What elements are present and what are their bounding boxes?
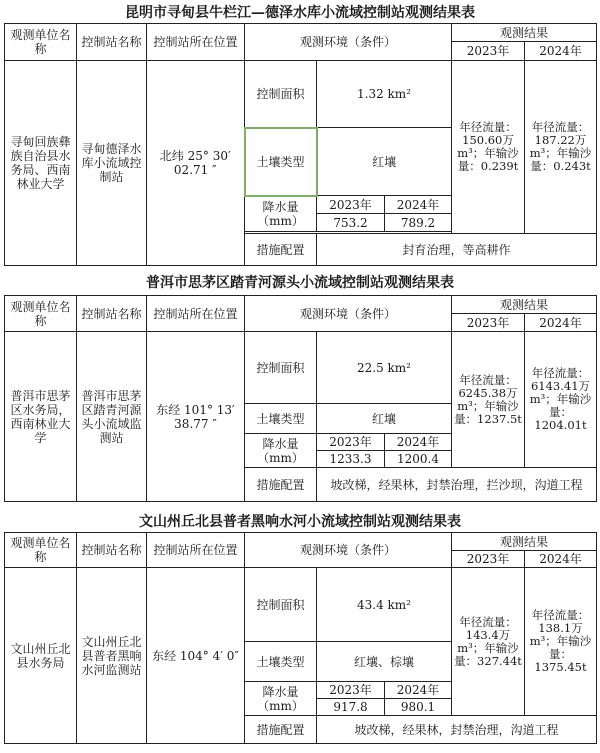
header-results: 观测结果 <box>452 533 597 551</box>
result-2024: 年径流量：187.22万m³；年输沙量：0.243t <box>525 61 597 234</box>
measures-value: 封育治理，等高耕作 <box>317 234 597 266</box>
table-1 <box>4 23 597 266</box>
station-cell: 普洱市思茅区踏青河源头小流域监测站 <box>77 332 147 502</box>
soil-label: 土壤类型 <box>245 404 317 434</box>
rain-year-2023: 2023年 <box>317 196 385 214</box>
measures-label: 措施配置 <box>245 716 317 744</box>
measures-label: 措施配置 <box>245 234 317 266</box>
rain-year-2023: 2023年 <box>317 434 385 451</box>
area-label: 控制面积 <box>245 332 317 404</box>
table-2 <box>4 295 597 502</box>
header-station: 控制站名称 <box>77 296 147 332</box>
soil-label: 土壤类型 <box>245 642 317 682</box>
unit-cell: 普洱市思茅区水务局，西南林业大学 <box>5 332 77 502</box>
header-unit: 观测单位名称 <box>5 24 77 61</box>
result-2023: 年径流量：150.60万m³；年输沙量：0.239t <box>452 61 525 234</box>
soil-label: 土壤类型 <box>245 128 317 196</box>
header-env: 观测环境（条件） <box>245 24 452 61</box>
location-cell: 东经 101° 13′ 38.77 ″ <box>147 332 245 502</box>
rain-year-2024: 2024年 <box>385 196 452 214</box>
rain-label: 降水量（mm） <box>245 682 317 716</box>
header-year-2023: 2023年 <box>452 314 525 332</box>
rain-year-2024: 2024年 <box>385 434 452 451</box>
rain-label: 降水量（mm） <box>245 434 317 468</box>
soil-value: 红壤 <box>317 128 452 196</box>
rain-value-2024: 1200.4 <box>385 451 452 468</box>
unit-cell: 文山州丘北县水务局 <box>5 568 77 744</box>
header-env: 观测环境（条件） <box>245 296 452 332</box>
area-label: 控制面积 <box>245 61 317 128</box>
header-results: 观测结果 <box>452 296 597 314</box>
rain-value-2024: 980.1 <box>385 699 452 716</box>
location-cell: 北纬 25° 30′ 02.71 ″ <box>147 61 245 266</box>
table-2-title: 普洱市思茅区踏青河源头小流域控制站观测结果表 <box>146 275 454 291</box>
measures-label: 措施配置 <box>245 468 317 502</box>
rain-value-2024: 789.2 <box>385 214 452 232</box>
rain-value-2023: 753.2 <box>317 214 385 232</box>
soil-value: 红壤、棕壤 <box>317 642 452 682</box>
measures-value: 坡改梯，经果林，封禁治理，沟道工程 <box>317 716 597 744</box>
header-year-2024: 2024年 <box>525 42 597 61</box>
header-env: 观测环境（条件） <box>245 533 452 568</box>
header-year-2024: 2024年 <box>525 551 597 568</box>
area-value: 22.5 km² <box>317 332 452 404</box>
header-year-2024: 2024年 <box>525 314 597 332</box>
header-location: 控制站所在位置 <box>147 533 245 568</box>
header-unit: 观测单位名称 <box>5 296 77 332</box>
table-1-title: 昆明市寻甸县牛栏江—德泽水库小流域控制站观测结果表 <box>125 5 475 21</box>
measures-value: 坡改梯，经果林，封禁治理，拦沙坝，沟道工程 <box>317 468 597 502</box>
rain-value-2023: 917.8 <box>317 699 385 716</box>
area-value: 1.32 km² <box>317 61 452 128</box>
rain-year-2024: 2024年 <box>385 682 452 699</box>
result-2024: 年径流量：138.1万m³；年输沙量：1375.45t <box>525 568 597 716</box>
result-2024: 年径流量：6143.41万m³；年输沙量：1204.01t <box>525 332 597 468</box>
table-3 <box>4 532 597 744</box>
header-location: 控制站所在位置 <box>147 24 245 61</box>
rain-label: 降水量（mm） <box>245 196 317 232</box>
header-unit: 观测单位名称 <box>5 533 77 568</box>
rain-year-2023: 2023年 <box>317 682 385 699</box>
station-cell: 文山州丘北县普者黑响水河监测站 <box>77 568 147 744</box>
header-station: 控制站名称 <box>77 24 147 61</box>
header-year-2023: 2023年 <box>452 42 525 61</box>
header-station: 控制站名称 <box>77 533 147 568</box>
result-2023: 年径流量：6245.38万m³；年输沙量：1237.5t <box>452 332 525 468</box>
result-2023: 年径流量：143.4万m³；年输沙量：327.44t <box>452 568 525 716</box>
location-cell: 东经 104° 4′ 0″ <box>147 568 245 744</box>
table-3-title: 文山州丘北县普者黑响水河小流域控制站观测结果表 <box>139 514 461 530</box>
rain-value-2023: 1233.3 <box>317 451 385 468</box>
unit-cell: 寻甸回族彝族自治县水务局、西南林业大学 <box>5 61 77 266</box>
area-label: 控制面积 <box>245 568 317 642</box>
area-value: 43.4 km² <box>317 568 452 642</box>
soil-value: 红壤 <box>317 404 452 434</box>
header-year-2023: 2023年 <box>452 551 525 568</box>
station-cell: 寻甸德泽水库小流域控制站 <box>77 61 147 266</box>
header-results: 观测结果 <box>452 24 597 42</box>
header-location: 控制站所在位置 <box>147 296 245 332</box>
